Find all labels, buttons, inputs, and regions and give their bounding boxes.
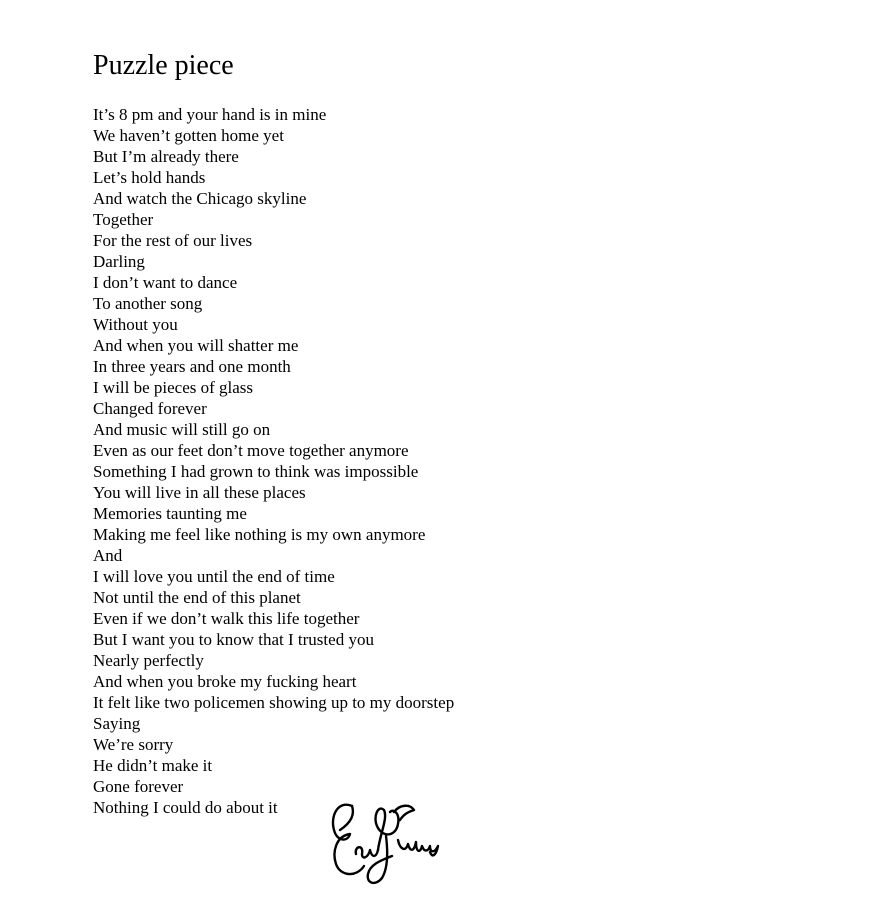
poem-line: Memories taunting me <box>93 504 247 523</box>
poem-line: Without you <box>93 315 178 334</box>
poem-line: And <box>93 546 123 565</box>
poem-line: And when you will shatter me <box>93 336 299 355</box>
poem-line: We haven’t gotten home yet <box>93 126 284 145</box>
poem-line: Let’s hold hands <box>93 168 206 187</box>
poem-line: Gone forever <box>93 777 184 796</box>
poem-line: We’re sorry <box>93 735 174 754</box>
poem-line: Saying <box>93 714 141 733</box>
poem-line: Together <box>93 210 154 229</box>
poem-line: He didn’t make it <box>93 756 213 775</box>
poem-line: Even as our feet don’t move together anymore <box>93 441 409 460</box>
poem-line: Darling <box>93 252 145 271</box>
poem-line: It felt like two policemen showing up to my doorstep <box>93 693 455 712</box>
poem-line: It’s 8 pm and your hand is in mine <box>93 105 327 124</box>
poem-line: But I want you to know that I trusted you <box>93 630 374 649</box>
poem-line: To another song <box>93 294 203 313</box>
poem-title: Puzzle piece <box>93 50 234 81</box>
poem-line: You will live in all these places <box>93 483 306 502</box>
poem-line: I don’t want to dance <box>93 273 238 292</box>
poem-line: I will love you until the end of time <box>93 567 335 586</box>
poem-line: Changed forever <box>93 399 207 418</box>
poem-line: And watch the Chicago skyline <box>93 189 307 208</box>
poem-line: Nothing I could do about it <box>93 798 278 817</box>
poem-line: But I’m already there <box>93 147 239 166</box>
poem-line: And music will still go on <box>93 420 271 439</box>
signature-icon <box>326 796 446 891</box>
poem-body <box>93 104 454 818</box>
poem-line: Something I had grown to think was impossible <box>93 462 419 481</box>
poem-line: And when you broke my fucking heart <box>93 672 357 691</box>
poem-line: I will be pieces of glass <box>93 378 254 397</box>
poem-line: Even if we don’t walk this life together <box>93 609 360 628</box>
poem-line: For the rest of our lives <box>93 231 253 250</box>
poem-line: Not until the end of this planet <box>93 588 301 607</box>
poem-line: Nearly perfectly <box>93 651 204 670</box>
poem-line: Making me feel like nothing is my own anymore <box>93 525 426 544</box>
poem-line: In three years and one month <box>93 357 291 376</box>
